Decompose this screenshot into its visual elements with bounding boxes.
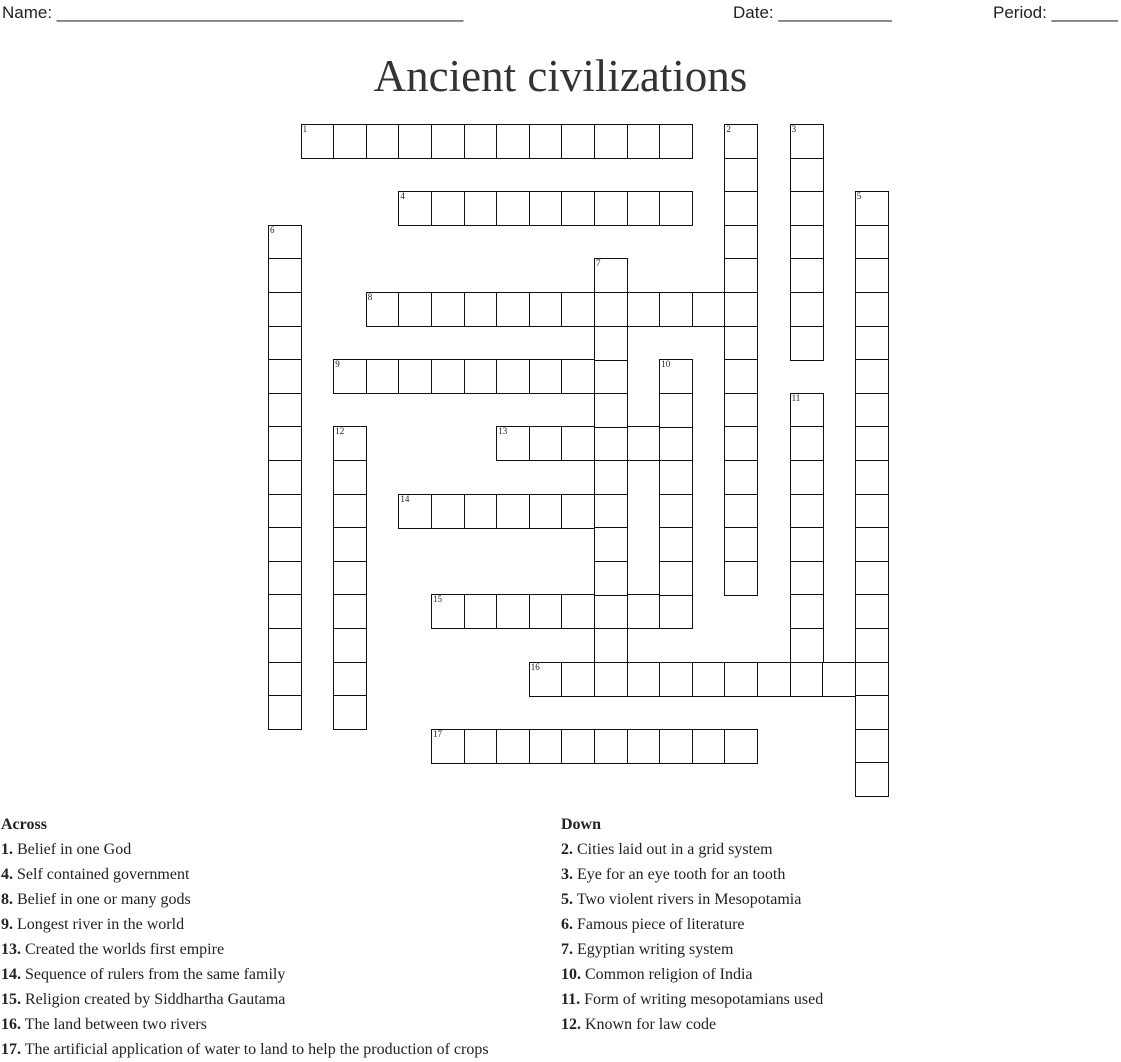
grid-cell[interactable] xyxy=(268,561,302,596)
grid-cell[interactable] xyxy=(724,460,758,495)
clue-number: 5 xyxy=(856,191,862,202)
clue-text: Sequence of rulers from the same family xyxy=(21,966,286,983)
grid-cell[interactable] xyxy=(724,258,758,293)
grid-cell[interactable] xyxy=(627,191,661,226)
grid-cell[interactable] xyxy=(790,225,824,260)
grid-cell[interactable] xyxy=(268,662,302,697)
clue-text: Eye for an eye tooth for an tooth xyxy=(573,866,786,883)
clue-number: 4 xyxy=(400,191,405,202)
grid-cell[interactable] xyxy=(529,359,563,394)
grid-cell[interactable] xyxy=(268,426,302,461)
grid-cell[interactable] xyxy=(561,426,595,461)
grid-cell[interactable] xyxy=(333,561,367,596)
grid-cell[interactable] xyxy=(594,527,628,562)
clue-text: Famous piece of literature xyxy=(573,916,745,933)
grid-cell[interactable] xyxy=(594,628,628,663)
grid-cell[interactable] xyxy=(627,594,661,629)
across-clue xyxy=(1,1037,489,1062)
clue-number: 7 xyxy=(596,258,601,269)
down-clue xyxy=(561,912,823,937)
clue-num: 17. xyxy=(1,1041,21,1058)
grid-cell[interactable] xyxy=(594,729,628,764)
grid-cell[interactable] xyxy=(855,326,889,361)
grid-cell[interactable] xyxy=(627,729,661,764)
clue-number: 14 xyxy=(400,493,410,504)
grid-cell[interactable] xyxy=(529,594,563,629)
grid-cell[interactable] xyxy=(594,594,628,629)
clue-text: The land between two rivers xyxy=(21,1016,207,1033)
grid-cell[interactable] xyxy=(398,494,432,529)
grid-cell[interactable] xyxy=(724,326,758,361)
clue-num: 1. xyxy=(1,841,13,858)
grid-cell[interactable] xyxy=(333,460,367,495)
grid-cell[interactable] xyxy=(627,662,661,697)
grid-cell[interactable] xyxy=(724,561,758,596)
grid-cell[interactable] xyxy=(627,124,661,159)
grid-cell[interactable] xyxy=(398,292,432,327)
grid-cell[interactable] xyxy=(268,460,302,495)
grid-cell[interactable] xyxy=(561,494,595,529)
clue-number: 3 xyxy=(791,124,797,134)
clue-num: 16. xyxy=(1,1016,21,1033)
clue-text: Self contained government xyxy=(13,866,190,883)
down-clue xyxy=(561,1012,823,1037)
grid-cell[interactable] xyxy=(431,191,465,226)
clue-num: 15. xyxy=(1,991,21,1008)
grid-cell[interactable] xyxy=(496,359,530,394)
grid-cell[interactable] xyxy=(790,326,824,361)
grid-cell[interactable] xyxy=(724,124,758,159)
grid-cell[interactable] xyxy=(790,124,824,159)
across-clues xyxy=(1,812,489,1062)
grid-cell[interactable] xyxy=(529,494,563,529)
grid-cell[interactable] xyxy=(464,729,498,764)
grid-cell[interactable] xyxy=(496,124,530,159)
across-clue xyxy=(1,837,489,862)
grid-cell[interactable] xyxy=(724,158,758,193)
grid-cell[interactable] xyxy=(790,594,824,629)
grid-cell[interactable] xyxy=(301,124,335,159)
grid-cell[interactable] xyxy=(561,124,595,159)
across-clue-list xyxy=(1,837,489,1062)
down-clues xyxy=(561,812,823,1037)
grid-cell[interactable] xyxy=(366,292,400,327)
clue-num: 10. xyxy=(561,966,581,983)
grid-cell[interactable] xyxy=(855,426,889,461)
grid-cell[interactable] xyxy=(268,594,302,629)
grid-cell[interactable] xyxy=(790,662,824,697)
grid-cell[interactable] xyxy=(594,191,628,226)
grid-cell[interactable] xyxy=(464,292,498,327)
clue-text: Religion created by Siddhartha Gautama xyxy=(21,991,286,1008)
grid-cell[interactable] xyxy=(790,191,824,226)
clue-num: 4. xyxy=(1,866,13,883)
clue-number: 12 xyxy=(335,426,345,437)
grid-cell[interactable] xyxy=(855,292,889,327)
clue-text: Common religion of India xyxy=(581,966,753,983)
grid-cell[interactable] xyxy=(268,393,302,428)
clue-text: Two violent rivers in Mesopotamia xyxy=(573,891,802,908)
grid-cell[interactable] xyxy=(855,561,889,596)
grid-cell[interactable] xyxy=(496,594,530,629)
clue-num: 6. xyxy=(561,916,573,933)
grid-cell[interactable] xyxy=(529,191,563,226)
down-clue xyxy=(561,887,823,912)
grid-cell[interactable] xyxy=(333,124,367,159)
grid-cell[interactable] xyxy=(398,124,432,159)
clue-text: Belief in one or many gods xyxy=(13,891,191,908)
down-clue-list xyxy=(561,837,823,1037)
grid-cell[interactable] xyxy=(855,460,889,495)
grid-cell[interactable] xyxy=(594,494,628,529)
clue-num: 14. xyxy=(1,966,21,983)
clue-text: Belief in one God xyxy=(13,841,132,858)
grid-cell[interactable] xyxy=(855,662,889,697)
grid-cell[interactable] xyxy=(268,326,302,361)
grid-cell[interactable] xyxy=(855,762,889,797)
grid-cell[interactable] xyxy=(529,426,563,461)
grid-cell[interactable] xyxy=(496,729,530,764)
clue-text: Cities laid out in a grid system xyxy=(573,841,773,858)
grid-cell[interactable] xyxy=(431,594,465,629)
across-clue xyxy=(1,1012,489,1037)
grid-cell[interactable] xyxy=(268,527,302,562)
down-clue xyxy=(561,837,823,862)
grid-cell[interactable] xyxy=(594,258,628,293)
grid-cell[interactable] xyxy=(333,662,367,697)
down-clue xyxy=(561,862,823,887)
across-clue xyxy=(1,887,489,912)
grid-cell[interactable] xyxy=(333,359,367,394)
grid-cell[interactable] xyxy=(594,359,628,394)
grid-cell[interactable] xyxy=(659,729,693,764)
grid-cell[interactable] xyxy=(594,292,628,327)
clue-num: 2. xyxy=(561,841,573,858)
grid-cell[interactable] xyxy=(855,191,889,226)
grid-cell[interactable] xyxy=(464,594,498,629)
grid-cell[interactable] xyxy=(561,662,595,697)
grid-cell[interactable] xyxy=(790,258,824,293)
grid-cell[interactable] xyxy=(855,729,889,764)
clue-text: Egyptian writing system xyxy=(573,941,734,958)
grid-cell[interactable] xyxy=(268,494,302,529)
down-clue xyxy=(561,987,823,1012)
clue-number: 8 xyxy=(367,292,373,302)
clue-text: Created the worlds first empire xyxy=(21,941,225,958)
grid-cell[interactable] xyxy=(724,662,758,697)
grid-cell[interactable] xyxy=(659,292,693,327)
grid-cell[interactable] xyxy=(529,662,563,697)
grid-cell[interactable] xyxy=(724,191,758,226)
grid-cell[interactable] xyxy=(561,729,595,764)
grid-cell[interactable] xyxy=(594,561,628,596)
grid-cell[interactable] xyxy=(692,729,726,764)
across-clue xyxy=(1,987,489,1012)
grid-cell[interactable] xyxy=(268,628,302,663)
grid-cell[interactable] xyxy=(594,393,628,428)
clue-number: 13 xyxy=(498,426,508,437)
clue-number: 2 xyxy=(726,124,731,134)
grid-cell[interactable] xyxy=(692,292,726,327)
grid-cell[interactable] xyxy=(464,124,498,159)
grid-cell[interactable] xyxy=(594,460,628,495)
grid-cell[interactable] xyxy=(790,426,824,461)
across-clue xyxy=(1,862,489,887)
grid-cell[interactable] xyxy=(496,292,530,327)
page-title: Ancient civilizations xyxy=(373,51,748,101)
period-field[interactable]: Period: _______ xyxy=(993,3,1118,22)
grid-cell[interactable] xyxy=(659,191,693,226)
clue-number: 6 xyxy=(270,224,275,235)
name-field[interactable]: Name: ___________________________________________ xyxy=(2,3,464,22)
grid-cell[interactable] xyxy=(724,225,758,260)
clue-text: The artificial application of water to land to help the production of crops xyxy=(21,1041,489,1058)
grid-cell[interactable] xyxy=(855,225,889,260)
grid-cell[interactable] xyxy=(496,426,530,461)
grid-cell[interactable] xyxy=(627,426,661,461)
grid-cell[interactable] xyxy=(790,628,824,663)
grid-cell[interactable] xyxy=(659,527,693,562)
grid-cell[interactable] xyxy=(790,158,824,193)
clue-number: 10 xyxy=(661,359,671,370)
grid-cell[interactable] xyxy=(398,359,432,394)
grid-cell[interactable] xyxy=(724,359,758,394)
grid-cell[interactable] xyxy=(822,662,856,697)
grid-cell[interactable] xyxy=(790,561,824,596)
grid-cell[interactable] xyxy=(431,292,465,327)
grid-cell[interactable] xyxy=(464,191,498,226)
grid-cell[interactable] xyxy=(790,460,824,495)
date-field[interactable]: Date: ____________ xyxy=(733,3,892,22)
grid-cell[interactable] xyxy=(659,561,693,596)
grid-cell[interactable] xyxy=(594,326,628,361)
across-clue xyxy=(1,937,489,962)
grid-cell[interactable] xyxy=(561,359,595,394)
grid-cell[interactable] xyxy=(529,729,563,764)
grid-cell[interactable] xyxy=(333,628,367,663)
grid-cell[interactable] xyxy=(594,426,628,461)
clue-number: 15 xyxy=(433,594,442,605)
grid-cell[interactable] xyxy=(594,124,628,159)
clue-text: Known for law code xyxy=(581,1016,717,1033)
grid-cell[interactable] xyxy=(790,292,824,327)
clue-num: 13. xyxy=(1,941,21,958)
grid-cell[interactable] xyxy=(855,393,889,428)
grid-cell[interactable] xyxy=(333,426,367,461)
grid-cell[interactable] xyxy=(724,729,758,764)
down-heading: Down xyxy=(561,816,602,833)
grid-cell[interactable] xyxy=(855,258,889,293)
grid-cell[interactable] xyxy=(855,628,889,663)
grid-cell[interactable] xyxy=(333,527,367,562)
grid-cell[interactable] xyxy=(496,494,530,529)
clue-num: 5. xyxy=(561,891,573,908)
grid-cell[interactable] xyxy=(724,393,758,428)
grid-cell[interactable] xyxy=(724,292,758,327)
grid-cell[interactable] xyxy=(398,191,432,226)
clue-num: 9. xyxy=(1,916,13,933)
grid-cell[interactable] xyxy=(561,191,595,226)
grid-cell[interactable] xyxy=(659,594,693,629)
grid-cell[interactable] xyxy=(268,292,302,327)
grid-cell[interactable] xyxy=(692,662,726,697)
grid-cell[interactable] xyxy=(268,695,302,730)
grid-cell[interactable] xyxy=(855,527,889,562)
clue-text: Longest river in the world xyxy=(13,916,185,933)
grid-cell[interactable] xyxy=(724,527,758,562)
clue-number: 9 xyxy=(335,359,340,370)
grid-cell[interactable] xyxy=(268,359,302,394)
grid-cell[interactable] xyxy=(790,527,824,562)
clue-num: 7. xyxy=(561,941,573,958)
grid-cell[interactable] xyxy=(724,426,758,461)
across-clue xyxy=(1,912,489,937)
grid-cell[interactable] xyxy=(855,695,889,730)
grid-cell[interactable] xyxy=(659,460,693,495)
grid-cell[interactable] xyxy=(333,695,367,730)
grid-cell[interactable] xyxy=(431,359,465,394)
grid-cell[interactable] xyxy=(333,594,367,629)
grid-cell[interactable] xyxy=(496,191,530,226)
clue-number: 11 xyxy=(791,392,801,403)
grid-cell[interactable] xyxy=(431,124,465,159)
grid-cell[interactable] xyxy=(366,359,400,394)
grid-cell[interactable] xyxy=(268,225,302,260)
grid-cell[interactable] xyxy=(659,494,693,529)
clue-number: 16 xyxy=(530,661,540,672)
clue-number: 17 xyxy=(433,728,442,739)
grid-cell[interactable] xyxy=(529,292,563,327)
down-clue xyxy=(561,962,823,987)
across-heading: Across xyxy=(1,816,47,833)
grid-cell[interactable] xyxy=(366,124,400,159)
clue-num: 11. xyxy=(561,991,581,1008)
grid-cell[interactable] xyxy=(594,662,628,697)
clue-num: 12. xyxy=(561,1016,581,1033)
grid-cell[interactable] xyxy=(855,359,889,394)
grid-cell[interactable] xyxy=(855,494,889,529)
grid-cell[interactable] xyxy=(659,124,693,159)
grid-cell[interactable] xyxy=(464,494,498,529)
grid-cell[interactable] xyxy=(659,426,693,461)
grid-cell[interactable] xyxy=(333,494,367,529)
clue-num: 8. xyxy=(1,891,13,908)
grid-cell[interactable] xyxy=(431,494,465,529)
clue-num: 3. xyxy=(561,866,573,883)
grid-cell[interactable] xyxy=(757,662,791,697)
down-clue xyxy=(561,937,823,962)
grid-cell[interactable] xyxy=(529,124,563,159)
grid-cell[interactable] xyxy=(561,292,595,327)
grid-cell[interactable] xyxy=(268,258,302,293)
across-clue xyxy=(1,962,489,987)
grid-cell[interactable] xyxy=(659,393,693,428)
clue-text: Form of writing mesopotamians used xyxy=(580,991,824,1008)
grid-cell[interactable] xyxy=(627,292,661,327)
grid-cell[interactable] xyxy=(464,359,498,394)
grid-cell[interactable] xyxy=(431,729,465,764)
clue-number: 1 xyxy=(302,124,308,134)
grid-cell[interactable] xyxy=(659,359,693,394)
grid-cell[interactable] xyxy=(561,594,595,629)
grid-cell[interactable] xyxy=(724,494,758,529)
grid-cell[interactable] xyxy=(659,662,693,697)
grid-cell[interactable] xyxy=(790,393,824,428)
grid-cell[interactable] xyxy=(855,594,889,629)
grid-cell[interactable] xyxy=(790,494,824,529)
